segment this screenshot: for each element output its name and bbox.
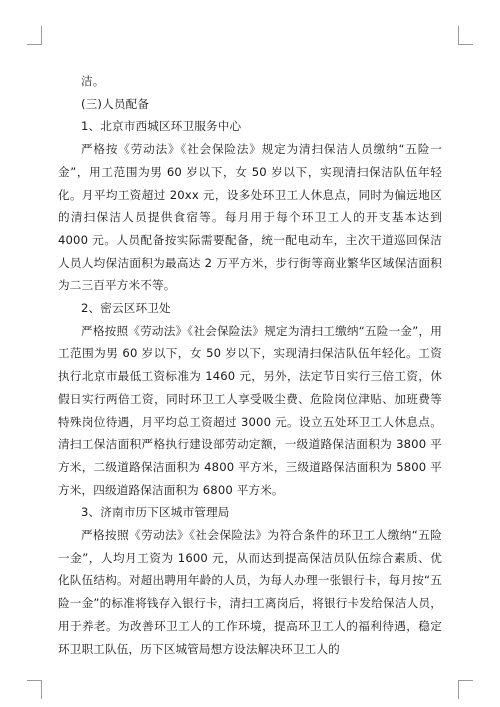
section-heading-staffing: (三)人员配备 (81, 96, 150, 111)
subheading-miyun: 2、密云区环卫处 (81, 301, 171, 316)
crop-mark-bottom-left (27, 680, 42, 699)
crop-mark-top-left (27, 26, 42, 45)
paragraph-miyun: 严格按照《劳动法》《社会保险法》规定为清扫工缴纳“五险一金”，用工范围为男 60 岁以下，女 50 岁以下，实现清扫保洁队伍年轻化。工资执行北京市最低工资标准为 1460 元，另外，法定节日实行三倍工资，休假日实行两倍工资，同时环卫工人享受吸尘费、危险岗位津贴、加班费等特殊岗位待遇，月平均总工资超过 3000 元。设立五处环卫工人休息点。清扫工保洁面积严格执行建设部劳动定额，一级道路保洁面积为 3800 平方米，二级道路保洁面积为 4800 平方米，三级道路保洁面积为 5800 平方米，四级道路保洁面积为 6800 平方米。 (58, 323, 442, 497)
crop-mark-bottom-right (458, 680, 473, 699)
subheading-beijing-xicheng: 1、北京市西城区环卫服务中心 (81, 119, 242, 134)
paragraph-continuation: 洁。 (81, 74, 105, 88)
document-body (58, 70, 442, 660)
subheading-jinan-lixia: 3、济南市历下区城市管理局 (81, 505, 230, 520)
paragraph-jinan-lixia: 严格按照《劳动法》《社会保险法》为符合条件的环卫工人缴纳“五险一金”，人均月工资为 1600 元，从而达到提高保洁员队伍综合素质、优化队伍结构。对超出聘用年龄的人员，为每人办理一张银行卡，每月按“五险一金”的标准将钱存入银行卡，清扫工离岗后，将银行卡发给保洁人员，用于养老。为改善环卫工人的工作环境，提高环卫工人的福利待遇，稳定环卫职工队伍，历下区城管局想方设法解决环卫工人的 (58, 528, 442, 656)
crop-mark-top-right (458, 26, 473, 45)
paragraph-beijing-xicheng: 严格按《劳动法》《社会保险法》规定为清扫保洁人员缴纳“五险一金”，用工范围为男 60 岁以下，女 50 岁以下，实现清扫保洁队伍年轻化。月平均工资超过 20xx 元，设多处环卫工人休息点，同时为偏远地区的清扫保洁人员提供食宿等。每月用于每个环卫工人的开支基本达到 4000 元。人员配备按实际需要配备，统一配电动车，主次干道巡回保洁人员人均保洁面积为最高达 2 万平方米，步行街等商业繁华区域保洁面积为二三百平方米不等。 (58, 142, 442, 293)
